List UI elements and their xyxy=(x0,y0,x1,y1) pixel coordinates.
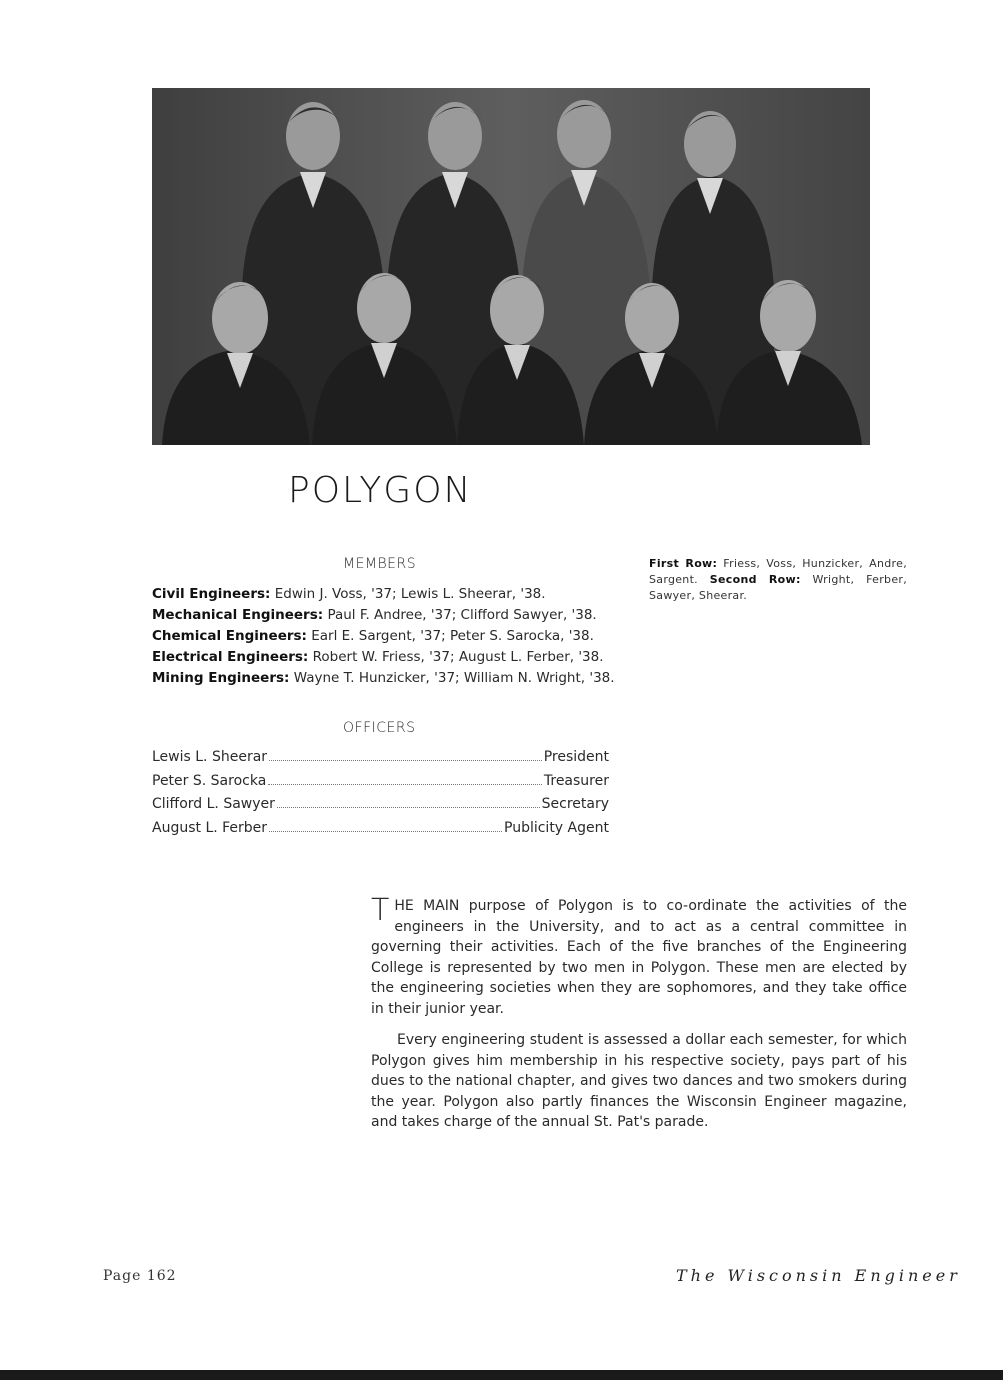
leader-dots xyxy=(269,760,542,761)
member-dept: Mechanical Engineers: xyxy=(152,607,324,623)
members-list xyxy=(152,584,615,689)
officer-row xyxy=(152,746,609,770)
officer-title: Publicity Agent xyxy=(504,819,609,836)
body-paragraph-1-text: HE MAIN purpose of Polygon is to co-ordinate the activities of the engineers in the University, and to act as a central committee in governing their activities. Each of the five branches of the Engineering College is represented by two men in Polygon. These men are elected by the engineering societies when they are sophomores, and they take office in their junior year. xyxy=(371,898,907,1017)
officer-row xyxy=(152,817,609,841)
body-paragraph-2: Every engineering student is assessed a dollar each semester, for which Polygon gives him membership in his respective society, pays part of his dues to the national chapter, and gives two dances and two smokers during the year. Polygon also partly finances the Wisconsin Engineer magazine, and takes charge of the annual St. Pat's parade. xyxy=(371,1032,907,1130)
member-row-electrical xyxy=(152,647,612,668)
member-dept: Civil Engineers: xyxy=(152,586,271,602)
publication-title: The Wisconsin Engineer xyxy=(676,1266,961,1285)
member-dept: Mining Engineers: xyxy=(152,670,290,686)
member-dept: Electrical Engineers: xyxy=(152,649,309,665)
officer-title: President xyxy=(543,749,609,765)
group-photo xyxy=(152,88,870,445)
caption-first-row-label: First Row: xyxy=(649,557,718,570)
leader-dots xyxy=(277,807,540,808)
officer-row xyxy=(152,770,609,794)
bottom-edge xyxy=(0,1370,1003,1380)
drop-cap: T xyxy=(371,893,390,928)
leader-dots xyxy=(269,831,502,832)
officer-title: Secretary xyxy=(541,796,609,812)
caption-second-row-text: Wright, Ferber, Sawyer, Sheerar. xyxy=(649,573,908,602)
officers-heading: OFFICERS xyxy=(343,720,416,736)
leader-dots xyxy=(268,784,542,785)
officer-name: August L. Ferber xyxy=(152,819,268,836)
member-names: Wayne T. Hunzicker, '37; William N. Wright, '38. xyxy=(293,670,615,686)
officer-row xyxy=(152,793,609,817)
caption-second-row-label: Second Row: xyxy=(709,573,801,586)
officer-title: Treasurer xyxy=(543,772,609,789)
group-photo-image xyxy=(152,88,870,445)
officer-name: Peter S. Sarocka xyxy=(152,772,267,789)
member-names: Robert W. Friess, '37; August L. Ferber, '38. xyxy=(312,649,604,665)
member-dept: Chemical Engineers: xyxy=(152,628,307,644)
member-row-civil xyxy=(152,584,612,605)
officer-name: Lewis L. Sheerar xyxy=(152,749,268,765)
members-heading: MEMBERS xyxy=(343,556,417,572)
caption-first-row-text: Friess, Voss, Hunzicker, Andre, Sargent. xyxy=(649,557,907,586)
body-paragraph-1 xyxy=(371,893,907,1019)
member-names: Edwin J. Voss, '37; Lewis L. Sheerar, '38. xyxy=(274,586,546,602)
page-number: Page 162 xyxy=(103,1268,177,1284)
photo-caption xyxy=(649,556,907,604)
member-row-mining xyxy=(152,668,615,689)
body-text xyxy=(371,893,907,1144)
member-row-chemical xyxy=(152,626,612,647)
member-names: Earl E. Sargent, '37; Peter S. Sarocka, '38. xyxy=(311,628,594,644)
member-names: Paul F. Andree, '37; Clifford Sawyer, '38. xyxy=(327,607,597,623)
page-title: POLYGON xyxy=(288,470,473,511)
member-row-mechanical xyxy=(152,605,612,626)
officers-list xyxy=(152,746,609,840)
officer-name: Clifford L. Sawyer xyxy=(152,796,275,812)
